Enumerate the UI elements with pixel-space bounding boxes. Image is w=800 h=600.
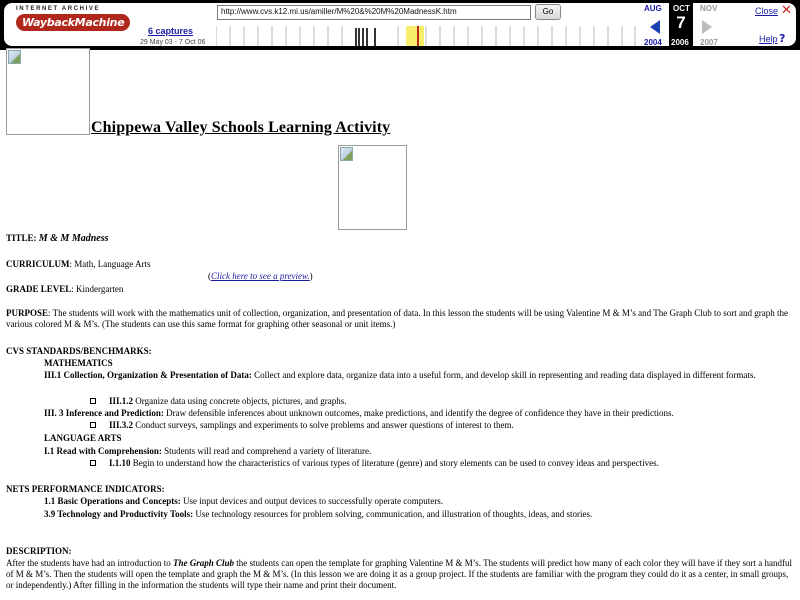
checkbox-bullet-icon (90, 398, 96, 404)
description-text (6, 558, 794, 591)
standard-iii1-label: III.1 Collection, Organization & Presentation of Data: (44, 370, 252, 380)
nets-heading: NETS PERFORMANCE INDICATORS: (6, 484, 165, 494)
curriculum-value: : Math, Language Arts (69, 259, 151, 269)
benchmark-iii12-label: III.1.2 (109, 396, 134, 406)
activity-title-label: TITLE: (6, 233, 37, 243)
close-icon[interactable]: ✕ (781, 3, 792, 18)
standards-heading: CVS STANDARDS/BENCHMARKS: (6, 346, 152, 356)
capture-date-range: 29 May 03 - 7 Oct 06 (140, 39, 206, 46)
graph-club-title: The Graph Club (172, 558, 234, 568)
close-link[interactable]: Close (755, 6, 779, 16)
help-link[interactable]: Help (759, 34, 778, 44)
language-arts-heading: LANGUAGE ARTS (44, 433, 122, 443)
capture-sparkline[interactable] (216, 25, 636, 46)
wayback-toolbar-panel (4, 3, 796, 46)
purpose-row (6, 308, 792, 330)
standard-iii3 (44, 408, 674, 419)
preview-row: (Click here to see a preview.) (208, 271, 313, 281)
benchmark-i110 (109, 458, 659, 469)
nets-39-text: Use technology resources for problem solving, communication, and illustration of thoughts, ideas, and stories. (193, 509, 593, 519)
current-year: 2006 (671, 38, 689, 46)
standard-iii1 (44, 370, 792, 381)
page-title: Chippewa Valley Schools Learning Activity (91, 119, 391, 136)
nets-indicator-11 (44, 496, 443, 507)
wayback-toolbar (0, 0, 800, 50)
purpose-label: PURPOSE (6, 308, 49, 318)
description-text-start: After the students have had an introduction to (6, 558, 173, 568)
standard-iii3-text: Draw defensible inferences about unknown outcomes, make predictions, and identify the degree of confidence they have in their predictions. (163, 408, 674, 418)
preview-link[interactable]: Click here to see a preview. (211, 271, 310, 281)
mathematics-heading: MATHEMATICS (44, 358, 113, 368)
prev-year-link[interactable]: 2004 (644, 38, 662, 46)
checkbox-bullet-icon (90, 422, 96, 428)
checkbox-bullet-icon (90, 460, 96, 466)
benchmark-iii32-label: III.3.2 (109, 420, 134, 430)
captures-link[interactable]: 6 captures (148, 26, 194, 36)
activity-title-row (6, 233, 109, 244)
next-capture-arrow-icon (702, 20, 712, 34)
calendar-navigator (642, 3, 722, 46)
curriculum-label: CURRICULUM (6, 259, 70, 269)
nets-39-label: 3.9 Technology and Productivity Tools: (44, 509, 194, 519)
url-input[interactable]: http://www.cvs.k12.mi.us/amiller/M%20&%20M%20MadnessK.htm (217, 5, 531, 20)
benchmark-i110-label: I.1.10 (109, 458, 131, 468)
standard-i1-text: Students will read and comprehend a variety of literature. (161, 446, 372, 456)
description-heading: DESCRIPTION: (6, 546, 72, 556)
broken-image-placeholder (6, 48, 90, 135)
go-button[interactable]: Go (535, 4, 561, 20)
benchmark-iii32 (109, 420, 514, 431)
description-text-rest: the students can open the template for graphing Valentine M & M’s. The students will predict how many of each color they will have if they sort a handful of M & M’s. Then the students will open the template and graph the M & M’s. (In this lesson we are doing it as a group project. If the students are familiar with the program they could do it as a center, in small groups, or independently.) After filling in the information the students will type their name and print their document. (6, 558, 793, 590)
curriculum-row (6, 259, 150, 270)
grade-level-label: GRADE LEVEL (6, 284, 72, 294)
benchmark-iii12 (109, 396, 347, 407)
purpose-text: : The students will work with the mathematics unit of collection, organization, and presentation of data. In this lesson the students will be using Valentine M & M’s and The Graph Club to sort and graph the various colored M & M’s. (The students can use this same format for graphing other seasonal or unit items.) (6, 308, 788, 329)
prev-month-link[interactable]: AUG (644, 4, 662, 13)
benchmark-iii32-text: Conduct surveys, samplings and experiments to solve problems and answer questions of interest to them. (133, 420, 514, 430)
wayback-machine-logo-text: WaybackMachine (16, 14, 130, 31)
standard-i1 (44, 446, 371, 457)
nets-indicator-39 (44, 509, 592, 520)
standard-iii1-text: Collect and explore data, organize data into a useful form, and develop skill in representing and reading data displayed in different formats. (251, 370, 756, 380)
benchmark-iii12-text: Organize data using concrete objects, pictures, and graphs. (133, 396, 347, 406)
help-icon[interactable]: ? (779, 32, 786, 45)
nets-11-text: Use input devices and output devices to successfully operate computers. (180, 496, 443, 506)
current-month: OCT (673, 4, 690, 13)
broken-image-placeholder (338, 145, 407, 230)
wayback-logo[interactable] (16, 6, 125, 46)
current-day: 7 (676, 13, 686, 32)
internet-archive-label: INTERNET ARCHIVE (16, 6, 101, 12)
nets-11-label: 1.1 Basic Operations and Concepts: (44, 496, 181, 506)
activity-title: M & M Madness (38, 233, 109, 244)
standard-iii3-label: III. 3 Inference and Prediction: (44, 408, 164, 418)
standard-i1-label: I.1 Read with Comprehension: (44, 446, 162, 456)
benchmark-i110-text: Begin to understand how the characteristics of various types of literature (genre) and story elements can be used to convey ideas and perspectives. (130, 458, 659, 468)
grade-level-row (6, 284, 123, 295)
grade-level-value: : Kindergarten (71, 284, 124, 294)
prev-capture-arrow-icon[interactable] (650, 20, 660, 34)
next-year: 2007 (700, 38, 718, 46)
next-month: NOV (700, 4, 718, 13)
